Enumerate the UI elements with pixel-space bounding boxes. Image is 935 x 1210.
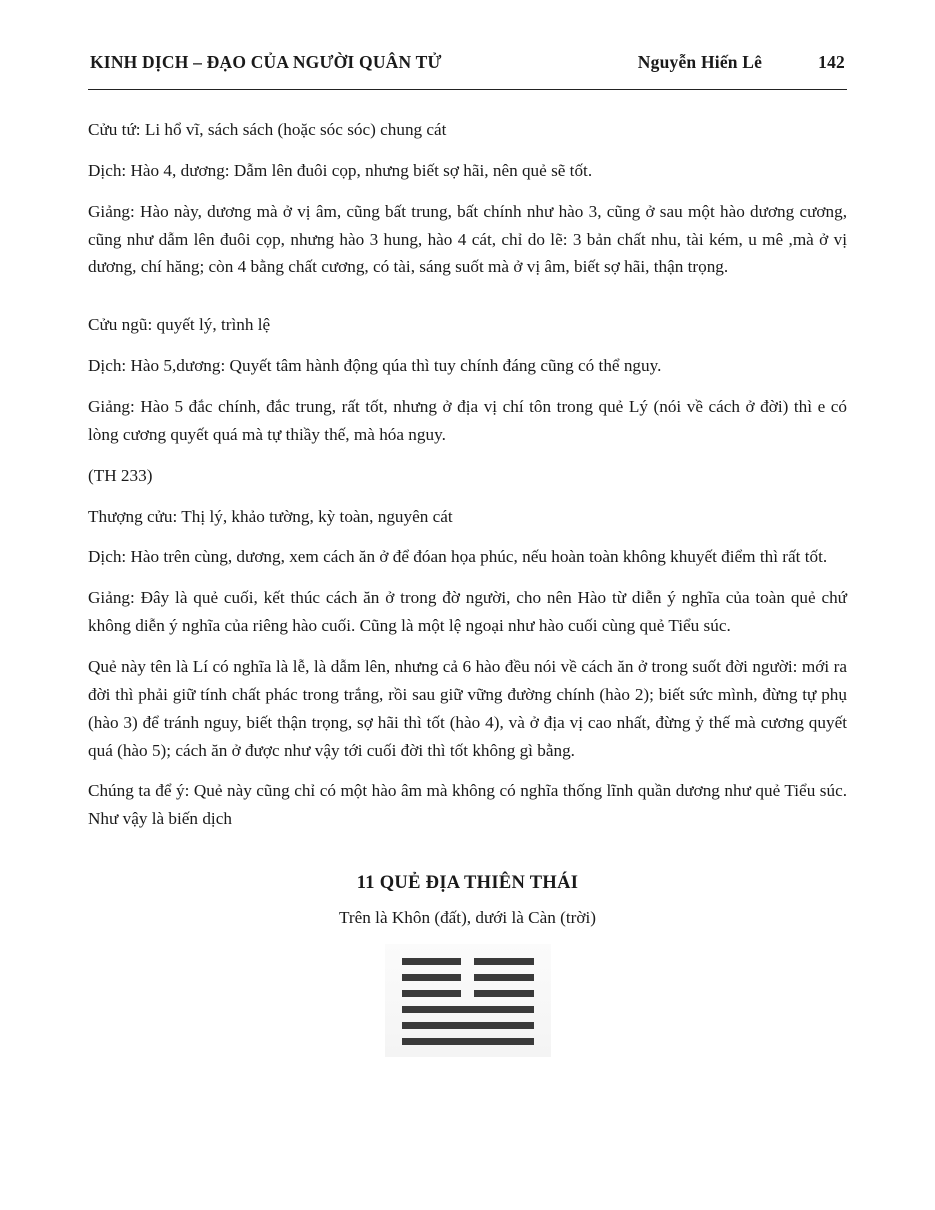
header-right-group	[638, 52, 845, 73]
paragraph-reference-th233: (TH 233)	[88, 465, 153, 485]
paragraph-cuu-ngu-dich: Dịch: Hào 5,dương: Quyết tâm hành động qúa thì tuy chính đáng cũng có thể nguy.	[88, 356, 662, 376]
hexagram-line-1	[402, 1038, 534, 1045]
paragraph-thuong-cuu-line: Thượng cửu: Thị lý, khảo tường, kỳ toàn, nguyên cát	[88, 506, 453, 526]
paragraph-que-summary: Quẻ này tên là Lí có nghĩa là lễ, là dẫm lên, nhưng cả 6 hào đều nói về cách ăn ở trong suốt đời người: mới ra đời thì phải giữ tính chất phác trong trắng, rồi sau giữ vững đường chính (hào 2); biết sức mình, đừng tự phụ (hào 3) để tránh nguy, biết thận trọng, sợ hãi thì tốt (hào 4), và ở địa vị cao nhất, đừng ỷ thế mà cương quyết quá (hào 5); cách ăn ở được như vậy tới cuối đời thì tốt không gì bằng.	[88, 657, 847, 760]
header-divider	[88, 89, 847, 90]
hexagram-line-5	[402, 974, 534, 981]
paragraph-cuu-ngu-giang: Giảng: Hào 5 đắc chính, đắc trung, rất tốt, nhưng ở địa vị chí tôn trong quẻ Lý (nói về cách ở đời) thì e có lòng cương quyết quá mà tự thiầy thế, mà hóa nguy.	[88, 397, 847, 444]
book-title: KINH DỊCH – ĐẠO CỦA NGƯỜI QUÂN TỬ	[90, 52, 442, 72]
page-number: 142	[818, 52, 845, 72]
paragraph-closing-note: Chúng ta để ý: Quẻ này cũng chỉ có một hào âm mà không có nghĩa thống lĩnh quần dương như quẻ Tiểu súc. Như vậy là biến dịch	[88, 781, 847, 829]
hexagram-dia-thien-thai-icon	[385, 944, 551, 1057]
page-header	[88, 52, 847, 73]
paragraph-cuu-tu-dich: Dịch: Hào 4, dương: Dẫm lên đuôi cọp, nhưng biết sợ hãi, nên quẻ sẽ tốt.	[88, 160, 593, 180]
paragraph-cuu-tu-giang: Giảng: Hào này, dương mà ở vị âm, cũng bất trung, bất chính như hào 3, cũng ở sau một hào dương cương, cũng như dẫm lên đuôi cọp, nhưng hào 3 hung, hào 4 cát, chỉ do lẽ: 3 bản chất nhu, tài kém, u mê ,mà ở vị dương, chí hăng; còn 4 bằng chất cương, có tài, sáng suốt mà ở vị âm, biết sợ hãi, thận trọng.	[88, 201, 847, 277]
hexagram-line-6	[402, 958, 534, 965]
page-body	[88, 116, 847, 833]
hexagram-figure-wrap	[88, 944, 847, 1057]
hexagram-line-2	[402, 1022, 534, 1029]
paragraph-thuong-cuu-dich: Dịch: Hào trên cùng, dương, xem cách ăn ở để đóan họa phúc, nếu hoàn toàn không khuyết điểm thì rất tốt.	[88, 547, 828, 567]
paragraph-thuong-cuu-giang: Giảng: Đây là quẻ cuối, kết thúc cách ăn ở trong đờ người, cho nên Hào từ diễn ý nghĩa của toàn quẻ chứ không diễn ý nghĩa của riêng hào cuối. Cũng là một lệ ngoại như hào cuối cùng quẻ Tiểu súc.	[88, 588, 847, 636]
hexagram-line-3	[402, 1006, 534, 1013]
section-subheading: Trên là Khôn (đất), dưới là Càn (trời)	[339, 908, 596, 928]
paragraph-cuu-ngu-line: Cửu ngũ: quyết lý, trình lệ	[88, 315, 271, 335]
author-name: Nguyễn Hiến Lê	[637, 52, 763, 72]
paragraph-cuu-tu-line: Cửu tứ: Li hổ vĩ, sách sách (hoặc sóc sóc) chung cát	[88, 120, 447, 139]
section-heading: 11 QUẺ ĐỊA THIÊN THÁI	[356, 873, 579, 894]
hexagram-line-4	[402, 990, 534, 997]
